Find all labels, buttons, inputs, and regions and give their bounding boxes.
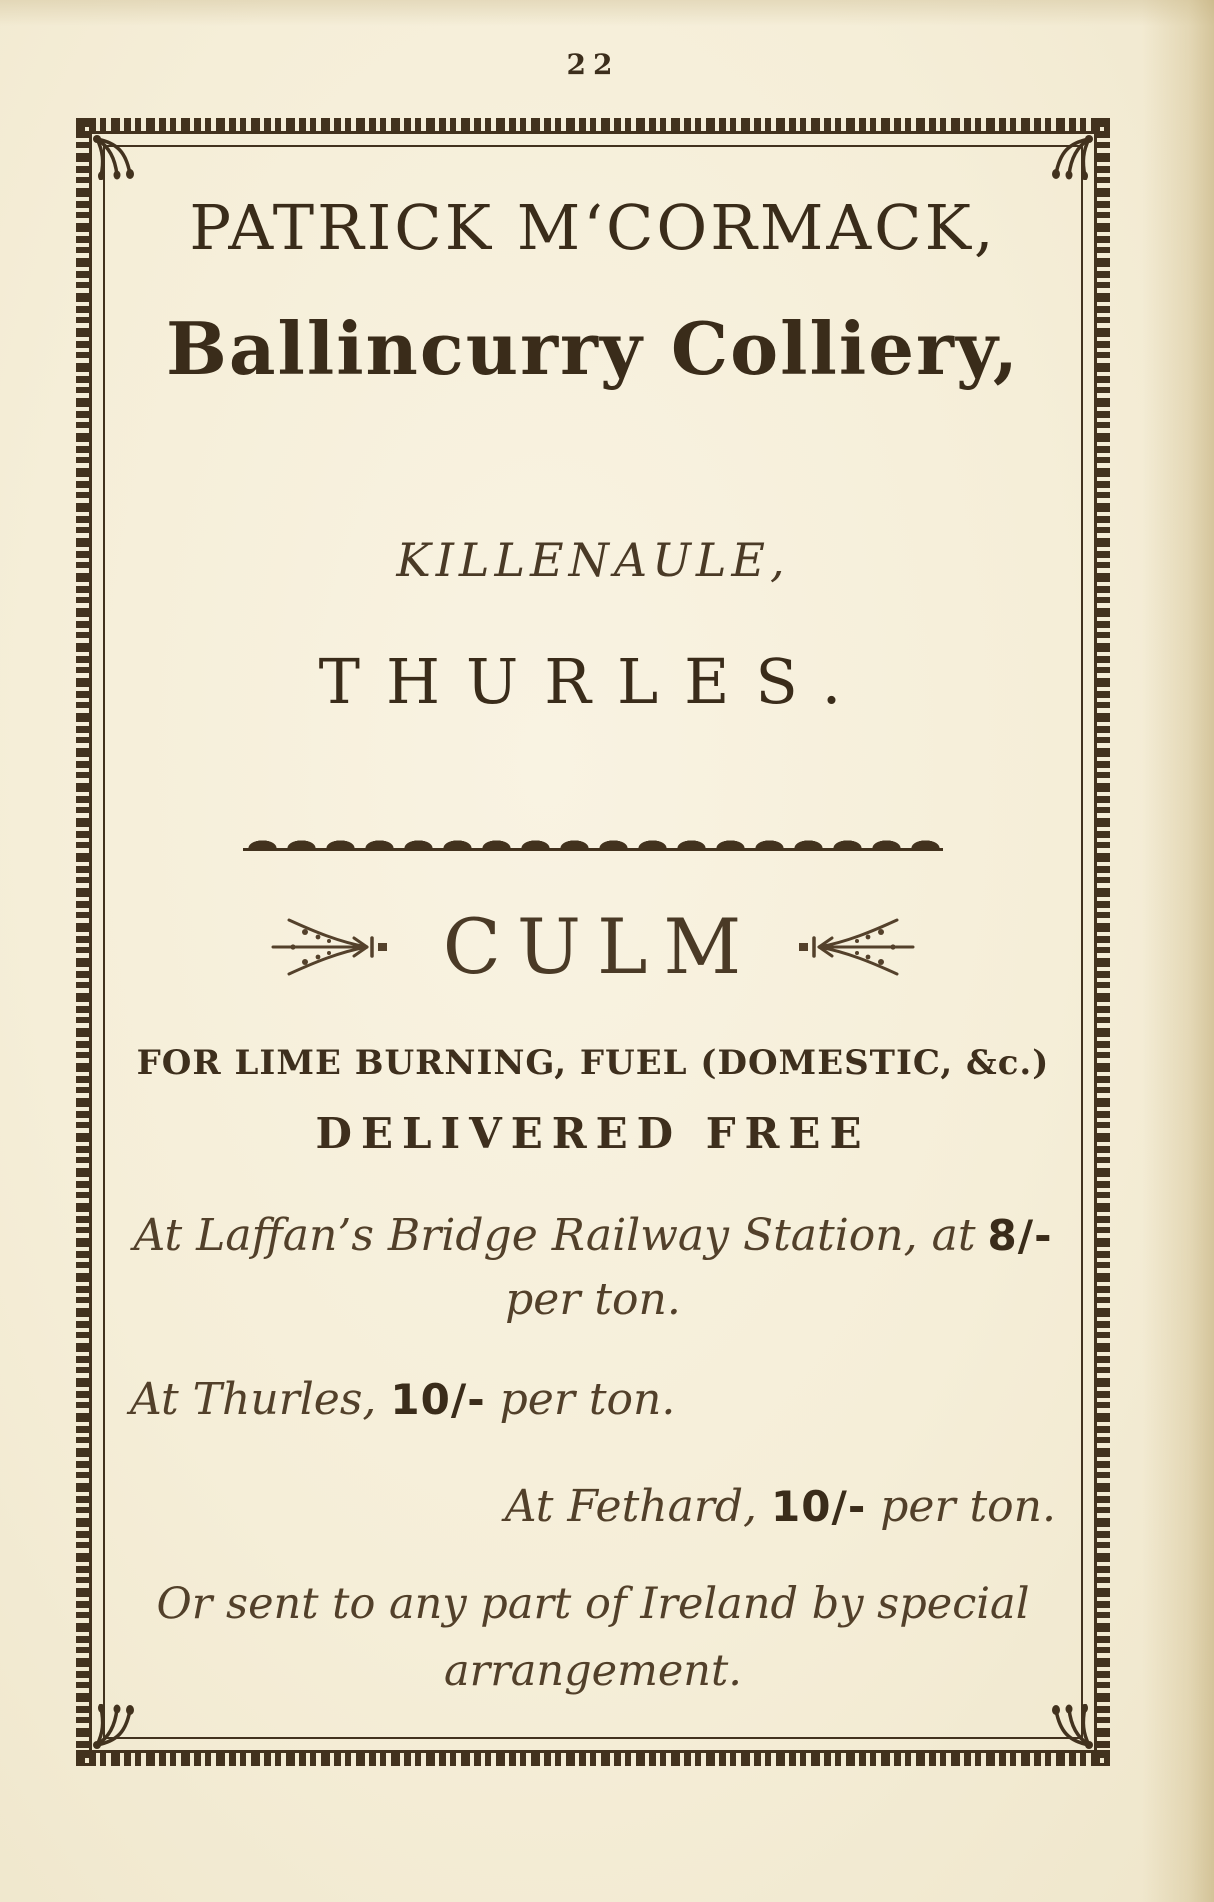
paper-right-edge-shadow [1142, 0, 1214, 1902]
advertisement-body [106, 148, 1080, 1736]
delivered-free-line: DELIVERED FREE [315, 1108, 871, 1158]
ornamental-border-frame [76, 118, 1110, 1766]
paper-top-shadow [0, 0, 1214, 26]
price-line-thurles [106, 1368, 1080, 1432]
closing-note [106, 1571, 1080, 1704]
price-thurles-amount: 10/- [390, 1374, 486, 1424]
price-fethard-amount: 10/- [771, 1482, 867, 1532]
arrow-spray-left-icon [791, 914, 919, 980]
uses-line: FOR LIME BURNING, FUEL (DOMESTIC, &c.) [136, 1042, 1050, 1083]
price-laffans-prefix: At Laffan’s Bridge Railway Station, at [133, 1209, 976, 1261]
product-heading-row [106, 901, 1080, 991]
scalloped-divider-rule [243, 836, 943, 851]
price-line-fethard [106, 1475, 1080, 1539]
border-top-ornament [76, 118, 1110, 134]
closing-line-2: arrangement. [444, 1645, 742, 1696]
price-laffans-suffix: per ton. [505, 1273, 681, 1325]
border-bottom-ornament [76, 1750, 1110, 1766]
border-right-ornament [1094, 118, 1110, 1766]
price-fethard-prefix: At Fethard, [504, 1481, 758, 1533]
town-line: THURLES. [318, 644, 868, 718]
product-heading: CULM [442, 901, 758, 991]
price-line-laffans-bridge [106, 1204, 1080, 1332]
closing-line-1: Or sent to any part of Ireland by special [156, 1579, 1030, 1630]
price-thurles-suffix: per ton. [499, 1373, 676, 1425]
price-fethard-suffix: per ton. [880, 1481, 1056, 1533]
locality-line: KILLENAULE, [396, 532, 790, 587]
colliery-name: Ballincurry Colliery, [165, 306, 1020, 392]
price-laffans-amount: 8/- [987, 1210, 1053, 1260]
advertiser-name: PATRICK M‘CORMACK, [189, 191, 997, 264]
arrow-spray-right-icon [267, 914, 395, 980]
page-number: 22 [566, 48, 620, 81]
price-thurles-prefix: At Thurles, [130, 1373, 377, 1425]
border-left-ornament [76, 118, 92, 1766]
